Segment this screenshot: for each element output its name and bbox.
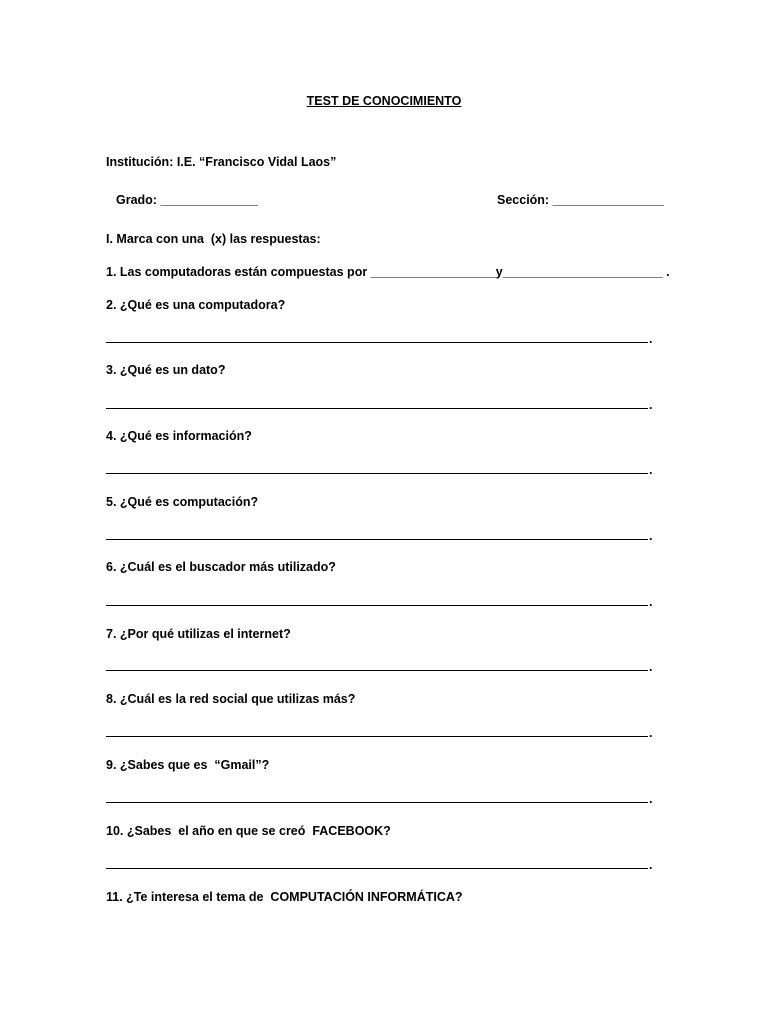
answer-dot-9: . <box>649 792 653 806</box>
section-field: Sección: ________________ <box>497 193 664 207</box>
answer-dot-4: . <box>649 463 653 477</box>
answer-line-3 <box>106 408 648 409</box>
answer-dot-5: . <box>649 529 653 543</box>
answer-line-8 <box>106 736 648 737</box>
question-5: 5. ¿Qué es computación? <box>106 495 259 509</box>
question-10: 10. ¿Sabes el año en que se creó FACEBOOK? <box>106 824 391 838</box>
answer-line-6 <box>106 605 648 606</box>
question-9: 9. ¿Sabes que es “Gmail”? <box>106 758 270 772</box>
answer-line-2 <box>106 342 648 343</box>
question-3: 3. ¿Qué es un dato? <box>106 363 226 377</box>
answer-line-10 <box>106 868 648 869</box>
institution-label: Institución: I.E. “Francisco Vidal Laos” <box>106 155 337 169</box>
question-6: 6. ¿Cuál es el buscador más utilizado? <box>106 560 336 574</box>
instruction-text: I. Marca con una (x) las respuestas: <box>106 232 321 246</box>
question-11: 11. ¿Te interesa el tema de COMPUTACIÓN INFORMÁTICA? <box>106 890 463 904</box>
answer-dot-10: . <box>649 858 653 872</box>
answer-dot-6: . <box>649 595 653 609</box>
answer-dot-2: . <box>649 332 653 346</box>
answer-dot-7: . <box>649 660 653 674</box>
answer-dot-3: . <box>649 398 653 412</box>
answer-line-4 <box>106 473 648 474</box>
answer-line-5 <box>106 539 648 540</box>
question-1: 1. Las computadoras están compuestas por __________________y_______________________ . <box>106 265 670 279</box>
question-2: 2. ¿Qué es una computadora? <box>106 298 286 312</box>
grade-field: Grado: ______________ <box>116 193 258 207</box>
question-4: 4. ¿Qué es información? <box>106 429 252 443</box>
answer-line-9 <box>106 802 648 803</box>
question-7: 7. ¿Por qué utilizas el internet? <box>106 627 291 641</box>
answer-dot-8: . <box>649 726 653 740</box>
answer-line-7 <box>106 670 648 671</box>
document-title: TEST DE CONOCIMIENTO <box>306 94 462 108</box>
question-8: 8. ¿Cuál es la red social que utilizas más? <box>106 692 356 706</box>
